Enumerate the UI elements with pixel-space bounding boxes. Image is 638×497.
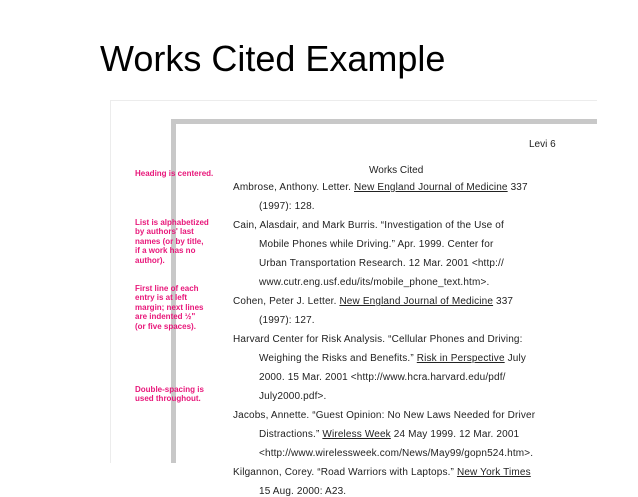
citation-continuation-line bbox=[259, 448, 533, 459]
citation-continuation-line bbox=[259, 391, 326, 402]
citation-title-underlined: New England Journal of Medicine bbox=[339, 296, 494, 307]
citation-text: (1997): 128. bbox=[259, 201, 315, 212]
margin-note bbox=[135, 284, 230, 331]
citation-text: Mobile Phones while Driving.” Apr. 1999. Center for bbox=[259, 239, 494, 250]
citation-continuation-line bbox=[259, 239, 493, 250]
citation-continuation-line bbox=[259, 315, 315, 326]
citation-title-underlined: New England Journal of Medicine bbox=[354, 182, 508, 193]
citation-text: 337 bbox=[493, 296, 514, 307]
slide-title: Works Cited Example bbox=[100, 38, 446, 79]
citation-title-underlined: New York Times bbox=[456, 467, 531, 478]
citation-title-underlined: Risk in Perspective bbox=[416, 353, 505, 364]
citation-continuation-line bbox=[259, 277, 489, 288]
citation-text: Distractions.” bbox=[259, 429, 323, 440]
citation-text: <http://www.wirelessweek.com/News/May99/gopn524.htm>. bbox=[259, 448, 534, 459]
citation-text: www.cutr.eng.usf.edu/its/mobile_phone_text.htm>. bbox=[259, 277, 490, 288]
citation-text: Weighing the Risks and Benefits.” bbox=[259, 353, 417, 364]
citation-text: (1997): 127. bbox=[259, 315, 315, 326]
citation-text: Jacobs, Annette. “Guest Opinion: No New Laws Needed for Driver bbox=[233, 410, 536, 421]
citation-text: July bbox=[504, 353, 526, 364]
page-corner-top-border bbox=[171, 119, 597, 124]
citation-text: Urban Transportation Research. 12 Mar. 2001 <http:// bbox=[259, 258, 504, 269]
margin-note-line: author). bbox=[135, 255, 165, 265]
citation-first-line bbox=[233, 410, 535, 421]
margin-note-line: used throughout. bbox=[135, 394, 201, 404]
margin-note bbox=[135, 218, 230, 265]
page-number: Levi 6 bbox=[529, 139, 556, 150]
margin-note-line: Double-spacing is bbox=[135, 385, 204, 394]
citation-text: 15 Aug. 2000: A23. bbox=[259, 486, 347, 497]
citation-first-line bbox=[233, 467, 531, 478]
citation-text: Ambrose, Anthony. Letter. bbox=[233, 182, 355, 193]
citation-first-line bbox=[233, 296, 513, 307]
margin-note bbox=[135, 385, 230, 404]
citation-text: Kilgannon, Corey. “Road Warriors with Laptops.” bbox=[233, 467, 457, 478]
citation-title-underlined: Wireless Week bbox=[322, 429, 391, 440]
margin-note-line: are indented ½" bbox=[135, 312, 196, 322]
citation-text: Harvard Center for Risk Analysis. “Cellular Phones and Driving: bbox=[233, 334, 523, 345]
margin-note-line: by authors' last bbox=[135, 227, 194, 237]
citation-continuation-line bbox=[259, 372, 506, 383]
citation-first-line bbox=[233, 334, 523, 345]
citation-continuation-line bbox=[259, 258, 504, 269]
margin-note-line: if a work has no bbox=[135, 246, 196, 256]
citation-first-line bbox=[233, 220, 504, 231]
citation-continuation-line bbox=[259, 429, 519, 440]
citation-text: Cohen, Peter J. Letter. bbox=[233, 296, 340, 307]
margin-note-line: Heading is centered. bbox=[135, 169, 214, 178]
citation-text: 24 May 1999. 12 Mar. 2001 bbox=[390, 429, 520, 440]
citation-text: July2000.pdf>. bbox=[259, 391, 327, 402]
margin-note-line: List is alphabetized bbox=[135, 218, 209, 227]
margin-note-line: names (or by title, bbox=[135, 236, 204, 246]
margin-note-line: entry is at left bbox=[135, 293, 188, 303]
margin-note-line: First line of each bbox=[135, 284, 199, 293]
citation-first-line bbox=[233, 182, 528, 193]
citation-continuation-line bbox=[259, 353, 526, 364]
citation-text: 337 bbox=[507, 182, 528, 193]
citation-text: 2000. 15 Mar. 2001 <http://www.hcra.harvard.edu/pdf/ bbox=[259, 372, 506, 383]
citation-continuation-line bbox=[259, 486, 346, 497]
margin-note-line: margin; next lines bbox=[135, 302, 204, 312]
citation-text: Cain, Alasdair, and Mark Burris. “Investigation of the Use of bbox=[233, 220, 504, 231]
works-cited-page-image bbox=[110, 100, 597, 497]
margin-note bbox=[135, 169, 230, 178]
margin-note-line: (or five spaces). bbox=[135, 321, 196, 331]
works-cited-heading: Works Cited bbox=[369, 165, 424, 176]
citation-continuation-line bbox=[259, 201, 315, 212]
